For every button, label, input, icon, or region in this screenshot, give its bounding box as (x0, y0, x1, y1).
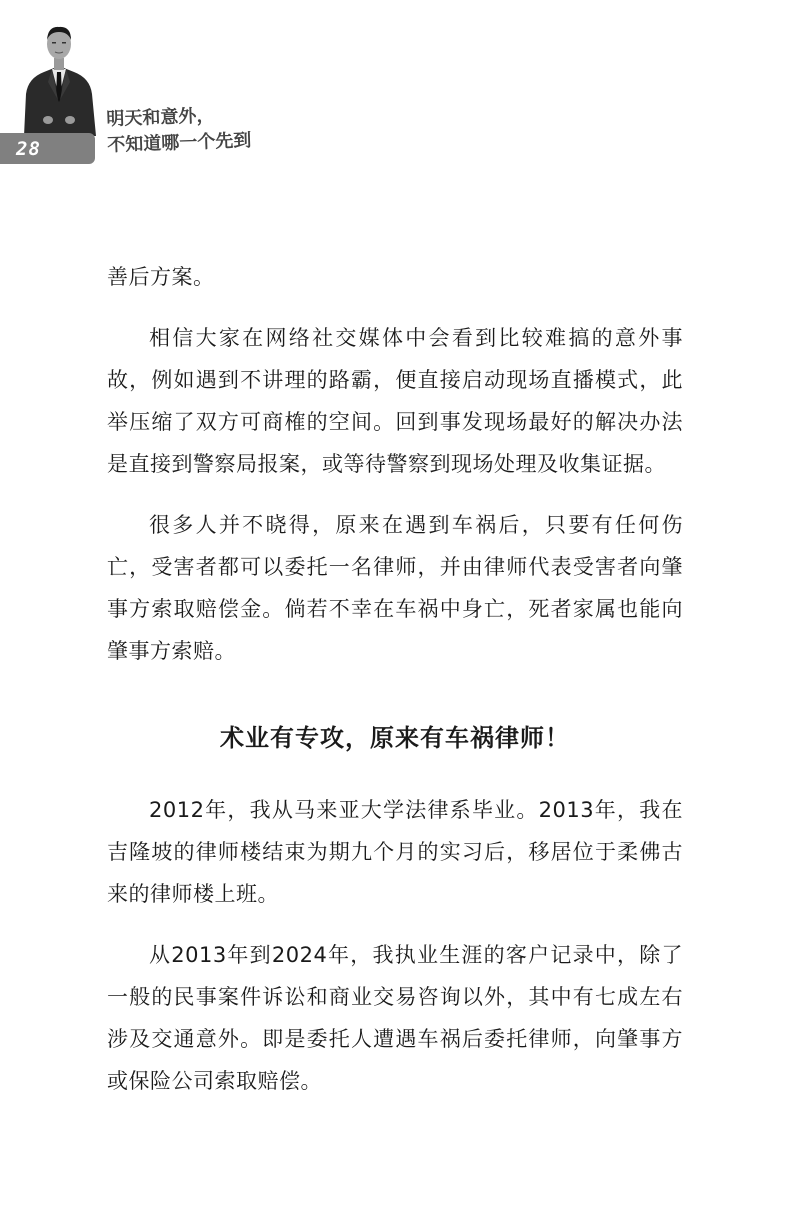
section-heading: 术业有专攻，原来有车祸律师！ (220, 723, 570, 752)
paragraph-continued: 善后方案。 (107, 265, 215, 289)
book-title (106, 102, 252, 159)
page-body (107, 256, 683, 1121)
paragraph: 2012年，我从马来亚大学法律系毕业。2013年，我在吉隆坡的律师楼结束为期九个月的实习后，移居位于柔佛古来的律师楼上班。 (107, 798, 683, 906)
page-number: 28 (16, 138, 41, 160)
book-title-line2: 不知道哪一个先到 (106, 129, 252, 156)
paragraph: 很多人并不晓得，原来在遇到车祸后，只要有任何伤亡，受害者都可以委托一名律师，并由律师代表受害者向肇事方索取赔偿金。倘若不幸在车祸中身亡，死者家属也能向肇事方索赔。 (107, 513, 683, 663)
page-header (0, 0, 797, 170)
author-photo (18, 22, 100, 136)
book-title-line1: 明天和意外， (106, 105, 215, 130)
paragraph: 从2013年到2024年，我执业生涯的客户记录中，除了一般的民事案件诉讼和商业交易咨询以外，其中有七成左右涉及交通意外。即是委托人遭遇车祸后委托律师，向肇事方或保险公司索取赔偿。 (107, 943, 683, 1093)
paragraph: 相信大家在网络社交媒体中会看到比较难搞的意外事故，例如遇到不讲理的路霸，便直接启动现场直播模式，此举压缩了双方可商榷的空间。回到事发现场最好的解决办法是直接到警察局报案，或等待警察到现场处理及收集证据。 (107, 326, 683, 476)
